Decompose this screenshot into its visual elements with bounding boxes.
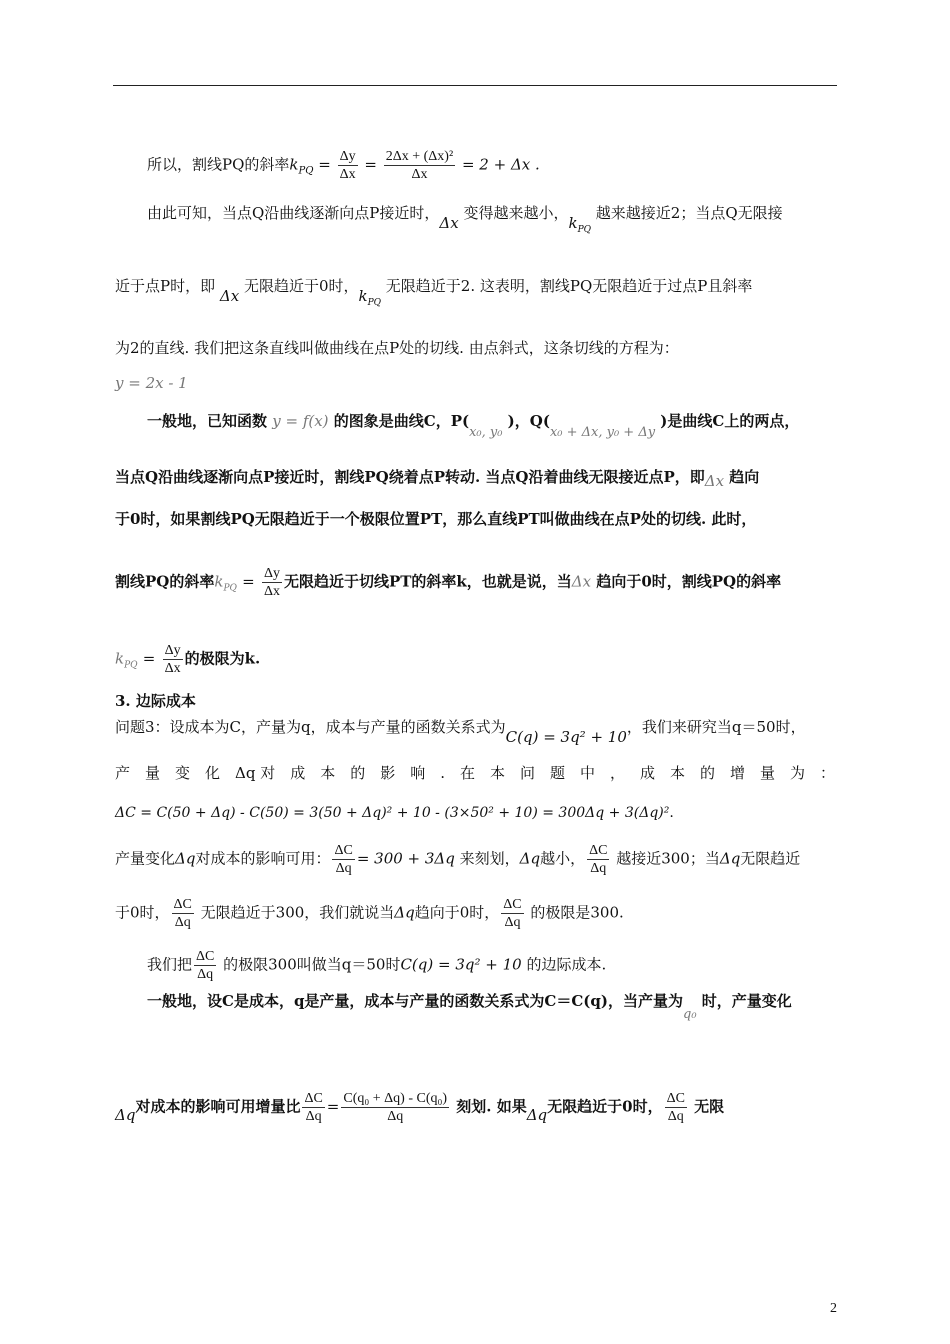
numerator: ΔC <box>334 843 353 858</box>
math-expr: x₀, y₀ <box>469 425 503 440</box>
math-expr: q₀ <box>683 1007 697 1022</box>
text: 我们把 <box>147 955 193 974</box>
denominator: Δq <box>667 1109 684 1124</box>
math-expr: Δq <box>719 849 741 868</box>
math-expr: = 300 + 3Δq <box>356 849 455 868</box>
text: 无限趋近于2. 这表明，割线PQ无限趋近于过点P且斜率 <box>381 277 753 295</box>
math-expr: y = f(x) <box>272 412 329 430</box>
math-expr: Δq <box>519 849 541 868</box>
math-sub: PQ <box>124 660 138 671</box>
math-eq: = <box>326 1097 340 1116</box>
text-line-17 <box>147 948 837 983</box>
justified-word: 量 <box>145 764 161 782</box>
denominator: Δq <box>387 1109 404 1124</box>
math-expr: Δx <box>439 214 459 232</box>
fraction <box>665 1090 687 1125</box>
fraction <box>332 842 354 877</box>
math-expr: ΔC = C(50 + Δq) - C(50) = 3(50 + Δq)² + 10 - (3×50² + 10) = 300Δq + 3(Δq)² <box>115 805 670 821</box>
math-expr: Δq <box>526 1105 548 1124</box>
justified-word: . <box>440 764 445 782</box>
text: 趋向于0时， <box>414 903 500 922</box>
denominator: Δq <box>174 915 191 930</box>
text: 3. 边际成本 <box>115 692 196 710</box>
justified-word: 题 <box>549 764 565 782</box>
text: 割线PQ的斜率 <box>115 572 215 591</box>
text: 越来越接近2；当点Q无限接 <box>591 204 783 222</box>
justified-word: Δq 对 <box>235 764 276 782</box>
math-k: k <box>289 155 299 174</box>
numerator: 2Δx + (Δx)² <box>385 149 454 164</box>
math-sub: PQ <box>577 225 592 235</box>
numerator: Δy <box>263 566 280 581</box>
text: 对成本的影响可用： <box>195 849 331 868</box>
fraction <box>163 642 183 677</box>
text: 的边际成本. <box>521 955 607 974</box>
justified-word: 本 <box>489 764 505 782</box>
math-expr: Δx <box>219 287 240 305</box>
text-line-1 <box>147 148 837 183</box>
text: ，我们来研究当q＝50时， <box>626 718 806 736</box>
math-k: k <box>358 287 368 305</box>
justified-word: 本 <box>669 764 685 782</box>
text: 为2的直线. 我们把这条直线叫做曲线在点P处的切线. 由点斜式，这条切线的方程为： <box>115 339 679 357</box>
math-expr: y = 2x - 1 <box>115 374 188 392</box>
text: 由此可知，当点Q沿曲线逐渐向点P接近时， <box>147 204 440 222</box>
text-line-4 <box>115 337 840 359</box>
justified-word: 变 <box>175 764 191 782</box>
text: 刻划. 如果 <box>451 1097 527 1116</box>
fraction <box>302 1090 324 1125</box>
text: 对成本的影响可用增量比 <box>135 1097 301 1116</box>
math-eq: = <box>318 155 331 174</box>
fraction <box>501 896 523 931</box>
math-expr: Δx <box>704 472 725 490</box>
justified-word: 成 <box>290 764 306 782</box>
fraction <box>587 842 609 877</box>
text: 越接近300；当 <box>611 849 720 868</box>
justified-word: 问 <box>519 764 535 782</box>
denominator: Δq <box>590 861 607 876</box>
text-line-18 <box>147 990 837 1022</box>
text: 所以，割线PQ的斜率 <box>147 155 290 174</box>
text-line-6 <box>147 410 837 440</box>
justified-word: 响 <box>410 764 426 782</box>
math-k: k <box>115 649 125 668</box>
numerator: ΔC <box>666 1091 685 1106</box>
denominator: Δx <box>263 584 280 599</box>
text-line-7 <box>115 466 840 488</box>
justified-word: 本 <box>320 764 336 782</box>
text-line-14 <box>115 802 840 824</box>
math-expr: x₀ + Δx, y₀ + Δy <box>549 425 656 440</box>
math-expr: Δq <box>115 1105 136 1124</box>
text: 的极限是300. <box>525 903 624 922</box>
numerator: Δy <box>339 149 356 164</box>
page-number: 2 <box>830 1301 837 1316</box>
fraction <box>341 1090 449 1125</box>
text: 无限趋近 <box>740 849 801 868</box>
text: 一般地，已知函数 <box>147 412 273 430</box>
fraction <box>338 148 358 183</box>
justified-word: 产 <box>115 764 131 782</box>
math-eq: = <box>242 572 255 591</box>
fraction <box>194 948 216 983</box>
justified-word: 化 <box>205 764 221 782</box>
text-line-12 <box>115 716 840 746</box>
justified-word: 在 <box>459 764 475 782</box>
fraction <box>384 148 455 183</box>
text-line-5 <box>115 372 840 394</box>
justified-word: 的 <box>350 764 366 782</box>
fraction <box>172 896 194 931</box>
numerator: ΔC <box>196 949 215 964</box>
numerator: ΔC <box>589 843 608 858</box>
text-line-13 <box>115 762 835 784</box>
fraction <box>262 565 282 600</box>
denominator: Δq <box>197 967 214 982</box>
text: 无限趋近于切线PT的斜率k，也就是说，当 <box>283 572 572 591</box>
text: 一般地，设C是成本，q是产量，成本与产量的函数关系式为C＝C(q)，当产量为 <box>147 992 683 1010</box>
header-rule <box>113 85 837 86</box>
text: 时，产量变化 <box>696 992 792 1010</box>
justified-word: 的 <box>699 764 715 782</box>
math-sub: PQ <box>223 583 237 594</box>
text: 的极限300叫做当q＝50时 <box>218 955 401 974</box>
text-line-9 <box>115 565 840 600</box>
text: 于0时， <box>115 903 170 922</box>
math-k: k <box>568 214 578 232</box>
math-sub: PQ <box>367 298 382 308</box>
math-sub: PQ <box>298 165 314 177</box>
text: 产量变化 <box>115 849 176 868</box>
denominator: Δx <box>411 167 428 182</box>
denominator: Δq <box>305 1109 322 1124</box>
math-expr: Δq <box>394 903 415 922</box>
justified-word: 为 <box>789 764 805 782</box>
justified-word: 成 <box>639 764 655 782</box>
text: 无限趋近于300，我们就说当 <box>195 903 395 922</box>
text: . <box>669 805 674 821</box>
text-line-15 <box>115 842 840 877</box>
text: 近于点P时，即 <box>115 277 220 295</box>
denominator: Δx <box>339 167 356 182</box>
numerator: ΔC <box>503 897 522 912</box>
justified-word: ： <box>819 764 835 782</box>
text-line-10 <box>115 642 840 677</box>
text: 趋向 <box>724 468 760 486</box>
math-expr: C(q) = 3q² + 10 <box>400 955 522 974</box>
justified-word: 影 <box>380 764 396 782</box>
math-expr: C(q) = 3q² + 10 <box>505 728 627 746</box>
math-eq: = <box>364 155 377 174</box>
denominator: Δx <box>164 661 181 676</box>
justified-word: 量 <box>759 764 775 782</box>
text-line-3 <box>115 275 840 308</box>
denominator: Δq <box>504 915 521 930</box>
justified-word: 中 <box>579 764 595 782</box>
text: )是曲线C上的两点， <box>655 412 800 430</box>
denominator: Δq <box>335 861 352 876</box>
text: 当点Q沿曲线逐渐向点P接近时，割线PQ绕着点P转动. 当点Q沿着曲线无限接近点P，即 <box>115 468 705 486</box>
math-expr: Δx <box>571 572 592 591</box>
text: 变得越来越小， <box>458 204 569 222</box>
justified-word: 增 <box>729 764 745 782</box>
text: )，Q( <box>502 412 550 430</box>
text: 无限 <box>688 1097 725 1116</box>
numerator: C(q₀ + Δq) - C(q₀) <box>343 1091 448 1106</box>
text: 趋向于0时，割线PQ的斜率 <box>591 572 782 591</box>
numerator: ΔC <box>173 897 192 912</box>
text-line-8 <box>115 508 840 530</box>
text: 的图象是曲线C，P( <box>328 412 470 430</box>
numerator: ΔC <box>304 1091 323 1106</box>
justified-word: ， <box>609 764 625 782</box>
text: 于0时，如果割线PQ无限趋近于一个极限位置PT，那么直线PT叫做曲线在点P处的切线. 此时， <box>115 510 757 528</box>
math-k: k <box>214 572 224 591</box>
text: 越小， <box>540 849 586 868</box>
text: 无限趋近于0时， <box>547 1097 663 1116</box>
text-line-19 <box>115 1090 840 1125</box>
math-eq: = <box>142 649 156 668</box>
math-expr: = 2 + Δx . <box>461 155 540 174</box>
math-expr: Δq <box>175 849 196 868</box>
numerator: Δy <box>164 643 181 658</box>
text: 来刻划， <box>454 849 520 868</box>
section-heading <box>115 690 840 712</box>
text-line-2 <box>147 202 837 235</box>
text: 无限趋近于0时， <box>239 277 359 295</box>
text: 问题3：设成本为C，产量为q，成本与产量的函数关系式为 <box>115 718 506 736</box>
text-line-16 <box>115 896 840 931</box>
text: 的极限为k. <box>184 649 261 668</box>
